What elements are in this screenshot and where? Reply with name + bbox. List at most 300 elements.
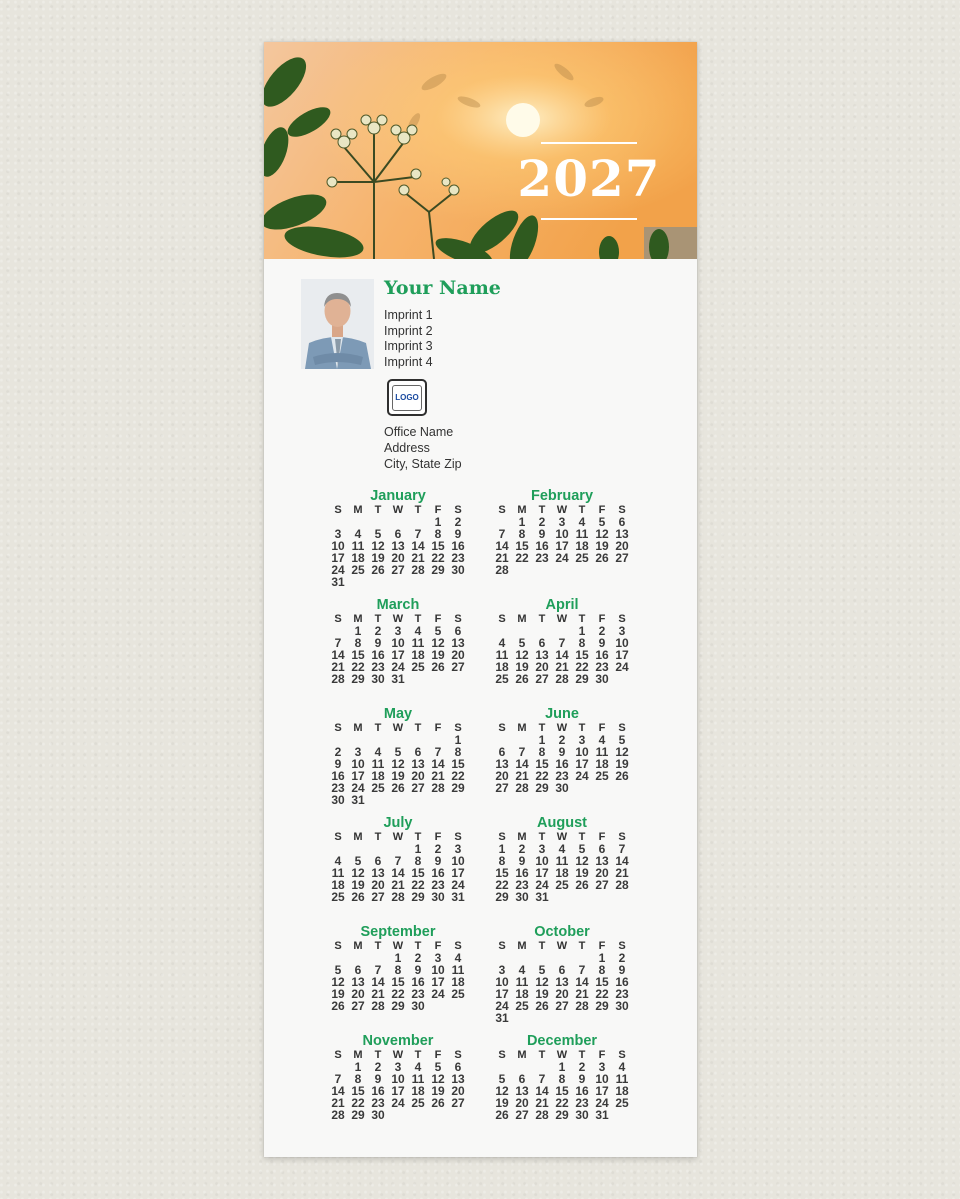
- day-cell: 25: [555, 878, 569, 892]
- day-cell: 22: [595, 987, 609, 1001]
- day-cell: 22: [495, 878, 509, 892]
- weekday-label: S: [334, 1049, 342, 1061]
- day-cell: 9: [538, 527, 546, 541]
- day-cell: 28: [411, 563, 425, 577]
- weekday-label: S: [334, 722, 342, 734]
- day-cell: 24: [575, 769, 589, 783]
- day-cell: 26: [431, 660, 445, 674]
- day-cell: 4: [454, 951, 462, 965]
- day-cell: 19: [495, 1096, 509, 1110]
- day-cell: 24: [451, 878, 465, 892]
- day-cell: 3: [598, 1060, 606, 1074]
- day-cell: 18: [595, 757, 609, 771]
- imprint-line: Imprint 4: [384, 354, 433, 369]
- day-cell: 17: [575, 757, 589, 771]
- day-cell: 1: [454, 733, 462, 747]
- day-cell: 13: [515, 1084, 529, 1098]
- day-cell: 8: [598, 963, 606, 977]
- day-cell: 23: [575, 1096, 589, 1110]
- day-cell: 26: [351, 890, 365, 904]
- day-cell: 29: [391, 999, 405, 1013]
- weekday-label: W: [392, 722, 404, 734]
- day-cell: 28: [371, 999, 385, 1013]
- calendar-card: [264, 42, 697, 1157]
- day-cell: 10: [575, 745, 589, 759]
- day-cell: 1: [538, 733, 546, 747]
- day-cell: 19: [431, 648, 445, 662]
- weekday-label: F: [598, 831, 606, 843]
- day-cell: 2: [598, 624, 606, 638]
- day-cell: 29: [351, 1108, 365, 1122]
- weekday-label: F: [598, 504, 606, 516]
- day-cell: 11: [595, 745, 609, 759]
- weekday-label: S: [618, 1049, 626, 1061]
- weekday-label: M: [517, 722, 527, 734]
- day-cell: 24: [351, 781, 365, 795]
- day-cell: 30: [371, 672, 385, 686]
- day-cell: 31: [391, 672, 405, 686]
- day-cell: 28: [331, 1108, 345, 1122]
- day-cell: 3: [558, 515, 566, 529]
- day-cell: 10: [391, 1072, 405, 1086]
- office-city-line: City, State Zip: [384, 457, 462, 471]
- day-cell: 22: [351, 660, 365, 674]
- weekday-label: F: [598, 613, 606, 625]
- day-cell: 31: [351, 793, 365, 807]
- day-cell: 28: [431, 781, 445, 795]
- day-cell: 23: [371, 1096, 385, 1110]
- day-cell: 22: [515, 551, 529, 565]
- day-cell: 29: [535, 781, 549, 795]
- day-cell: 7: [334, 636, 342, 650]
- day-cell: 27: [615, 551, 629, 565]
- month-august: [492, 815, 632, 903]
- day-cell: 21: [431, 769, 445, 783]
- day-cell: 22: [411, 878, 425, 892]
- day-cell: 30: [411, 999, 425, 1013]
- day-cell: 15: [431, 539, 445, 553]
- month-february: [492, 488, 632, 576]
- day-cell: 22: [535, 769, 549, 783]
- day-cell: 21: [495, 551, 509, 565]
- day-cell: 21: [615, 866, 629, 880]
- day-cell: 26: [575, 878, 589, 892]
- day-cell: 21: [515, 769, 529, 783]
- day-cell: 23: [515, 878, 529, 892]
- day-cell: 15: [351, 648, 365, 662]
- day-cell: 26: [431, 1096, 445, 1110]
- day-cell: 30: [615, 999, 629, 1013]
- day-cell: 31: [595, 1108, 609, 1122]
- weekday-label: T: [538, 504, 546, 516]
- day-cell: 22: [451, 769, 465, 783]
- day-cell: 19: [351, 878, 365, 892]
- day-cell: 13: [351, 975, 365, 989]
- day-cell: 14: [575, 975, 589, 989]
- weekday-label: T: [578, 613, 586, 625]
- day-cell: 12: [515, 648, 529, 662]
- day-cell: 19: [535, 987, 549, 1001]
- month-november: [328, 1033, 468, 1121]
- day-cell: 14: [411, 539, 425, 553]
- day-cell: 3: [394, 1060, 402, 1074]
- year-title: 2027: [517, 149, 661, 208]
- day-cell: 18: [411, 1084, 425, 1098]
- day-cell: 25: [371, 781, 385, 795]
- weekday-label: T: [578, 831, 586, 843]
- day-cell: 25: [411, 660, 425, 674]
- day-cell: 9: [558, 745, 566, 759]
- weekday-label: S: [618, 722, 626, 734]
- day-cell: 29: [495, 890, 509, 904]
- month-june: [492, 706, 632, 794]
- day-cell: 21: [371, 987, 385, 1001]
- weekday-label: W: [392, 504, 404, 516]
- day-cell: 19: [575, 866, 589, 880]
- day-cell: 4: [414, 624, 422, 638]
- day-cell: 27: [595, 878, 609, 892]
- day-cell: 26: [371, 563, 385, 577]
- day-cell: 14: [431, 757, 445, 771]
- day-cell: 7: [394, 854, 402, 868]
- month-april: [492, 597, 632, 685]
- day-cell: 14: [371, 975, 385, 989]
- weekday-label: F: [598, 1049, 606, 1061]
- day-grid: [328, 831, 468, 903]
- month-december: [492, 1033, 632, 1121]
- month-name: March: [376, 597, 420, 613]
- weekday-label: F: [434, 831, 442, 843]
- day-cell: 20: [451, 648, 465, 662]
- day-cell: 30: [331, 793, 345, 807]
- day-cell: 10: [351, 757, 365, 771]
- day-cell: 6: [598, 842, 606, 856]
- day-cell: 2: [374, 1060, 382, 1074]
- day-cell: 27: [411, 781, 425, 795]
- weekday-label: T: [374, 940, 382, 952]
- day-cell: 27: [391, 563, 405, 577]
- day-grid: [328, 940, 468, 1012]
- month-name: April: [545, 597, 579, 613]
- day-cell: 1: [498, 842, 506, 856]
- weekday-label: M: [517, 613, 527, 625]
- day-cell: 23: [451, 551, 465, 565]
- weekday-label: S: [618, 940, 626, 952]
- day-cell: 11: [575, 527, 589, 541]
- month-march: [328, 597, 468, 685]
- day-cell: 21: [411, 551, 425, 565]
- weekday-label: S: [454, 1049, 462, 1061]
- day-cell: 5: [354, 854, 362, 868]
- day-cell: 30: [515, 890, 529, 904]
- day-cell: 15: [575, 648, 589, 662]
- day-grid: [492, 722, 632, 794]
- month-october: [492, 924, 632, 1024]
- day-cell: 9: [374, 1072, 382, 1086]
- day-cell: 4: [374, 745, 382, 759]
- day-cell: 17: [535, 866, 549, 880]
- day-cell: 24: [391, 1096, 405, 1110]
- weekday-label: W: [556, 831, 568, 843]
- day-cell: 18: [495, 660, 509, 674]
- day-cell: 14: [391, 866, 405, 880]
- day-cell: 4: [498, 636, 506, 650]
- office-address-line: Address: [384, 441, 430, 455]
- day-cell: 18: [575, 539, 589, 553]
- day-cell: 27: [555, 999, 569, 1013]
- day-cell: 1: [414, 842, 422, 856]
- day-grid: [492, 831, 632, 903]
- day-cell: 6: [454, 624, 462, 638]
- day-cell: 12: [351, 866, 365, 880]
- weekday-label: S: [454, 940, 462, 952]
- day-cell: 11: [515, 975, 529, 989]
- office-name: Office Name: [384, 425, 454, 439]
- weekday-label: S: [454, 613, 462, 625]
- day-cell: 3: [354, 745, 362, 759]
- month-name: December: [526, 1033, 598, 1049]
- day-cell: 31: [535, 890, 549, 904]
- day-cell: 8: [434, 527, 442, 541]
- imprint-line: Imprint 1: [384, 308, 433, 322]
- day-cell: 2: [454, 515, 462, 529]
- day-cell: 7: [374, 963, 382, 977]
- day-cell: 14: [555, 648, 569, 662]
- day-cell: 7: [414, 527, 422, 541]
- day-cell: 12: [575, 854, 589, 868]
- day-cell: 19: [331, 987, 345, 1001]
- day-cell: 28: [495, 563, 509, 577]
- day-cell: 15: [535, 757, 549, 771]
- day-cell: 16: [451, 539, 465, 553]
- day-cell: 8: [354, 636, 362, 650]
- day-cell: 15: [411, 866, 425, 880]
- day-cell: 1: [558, 1060, 566, 1074]
- weekday-label: M: [517, 940, 527, 952]
- day-cell: 4: [518, 963, 526, 977]
- day-grid: [492, 504, 632, 576]
- day-cell: 12: [431, 636, 445, 650]
- day-cell: 13: [411, 757, 425, 771]
- month-name: January: [370, 488, 426, 504]
- weekday-label: S: [454, 831, 462, 843]
- day-cell: 2: [578, 1060, 586, 1074]
- day-cell: 1: [354, 624, 362, 638]
- weekday-label: S: [334, 613, 342, 625]
- day-cell: 9: [454, 527, 462, 541]
- day-cell: 30: [595, 672, 609, 686]
- weekday-label: S: [498, 831, 506, 843]
- day-cell: 19: [515, 660, 529, 674]
- day-cell: 11: [371, 757, 385, 771]
- day-cell: 13: [615, 527, 629, 541]
- day-cell: 4: [414, 1060, 422, 1074]
- month-january: [328, 488, 468, 588]
- day-cell: 8: [454, 745, 462, 759]
- day-cell: 7: [558, 636, 566, 650]
- day-cell: 14: [535, 1084, 549, 1098]
- day-cell: 20: [351, 987, 365, 1001]
- day-cell: 21: [555, 660, 569, 674]
- weekday-label: W: [556, 504, 568, 516]
- day-cell: 22: [351, 1096, 365, 1110]
- day-cell: 31: [331, 575, 345, 589]
- day-cell: 14: [331, 648, 345, 662]
- day-cell: 2: [434, 842, 442, 856]
- day-cell: 15: [515, 539, 529, 553]
- weekday-label: T: [414, 831, 422, 843]
- weekday-label: W: [556, 613, 568, 625]
- weekday-label: S: [498, 940, 506, 952]
- day-cell: 3: [498, 963, 506, 977]
- day-cell: 28: [555, 672, 569, 686]
- day-cell: 9: [334, 757, 342, 771]
- day-cell: 17: [595, 1084, 609, 1098]
- day-cell: 14: [515, 757, 529, 771]
- weekday-label: W: [556, 940, 568, 952]
- day-cell: 4: [354, 527, 362, 541]
- day-cell: 25: [515, 999, 529, 1013]
- day-cell: 21: [535, 1096, 549, 1110]
- weekday-label: W: [556, 722, 568, 734]
- day-cell: 11: [495, 648, 509, 662]
- day-cell: 6: [454, 1060, 462, 1074]
- day-cell: 24: [331, 563, 345, 577]
- day-cell: 6: [498, 745, 506, 759]
- day-cell: 1: [434, 515, 442, 529]
- month-september: [328, 924, 468, 1012]
- day-cell: 5: [374, 527, 382, 541]
- day-cell: 17: [555, 539, 569, 553]
- day-cell: 18: [331, 878, 345, 892]
- day-cell: 8: [394, 963, 402, 977]
- weekday-label: T: [414, 1049, 422, 1061]
- day-cell: 23: [331, 781, 345, 795]
- weekday-label: M: [353, 940, 363, 952]
- day-cell: 9: [434, 854, 442, 868]
- day-cell: 18: [615, 1084, 629, 1098]
- day-cell: 8: [518, 527, 526, 541]
- day-cell: 13: [535, 648, 549, 662]
- day-cell: 9: [374, 636, 382, 650]
- day-cell: 21: [391, 878, 405, 892]
- logo-label: LOGO: [392, 385, 422, 411]
- day-cell: 3: [454, 842, 462, 856]
- day-cell: 8: [578, 636, 586, 650]
- day-cell: 13: [595, 854, 609, 868]
- weekday-label: M: [517, 831, 527, 843]
- day-cell: 23: [535, 551, 549, 565]
- day-grid: [328, 1049, 468, 1121]
- day-cell: 15: [555, 1084, 569, 1098]
- day-cell: 2: [558, 733, 566, 747]
- day-cell: 6: [538, 636, 546, 650]
- weekday-label: M: [517, 504, 527, 516]
- day-cell: 29: [595, 999, 609, 1013]
- day-cell: 5: [538, 963, 546, 977]
- day-cell: 8: [498, 854, 506, 868]
- day-cell: 9: [578, 1072, 586, 1086]
- day-cell: 3: [434, 951, 442, 965]
- weekday-label: F: [434, 613, 442, 625]
- day-cell: 23: [555, 769, 569, 783]
- weekday-label: F: [434, 940, 442, 952]
- day-cell: 10: [595, 1072, 609, 1086]
- day-cell: 6: [394, 527, 402, 541]
- day-cell: 13: [495, 757, 509, 771]
- day-cell: 19: [371, 551, 385, 565]
- weekday-label: T: [374, 831, 382, 843]
- day-cell: 17: [331, 551, 345, 565]
- day-cell: 19: [431, 1084, 445, 1098]
- day-cell: 8: [414, 854, 422, 868]
- day-cell: 25: [595, 769, 609, 783]
- weekday-label: T: [578, 1049, 586, 1061]
- day-cell: 2: [518, 842, 526, 856]
- day-cell: 15: [391, 975, 405, 989]
- day-cell: 12: [391, 757, 405, 771]
- day-cell: 3: [578, 733, 586, 747]
- day-cell: 1: [518, 515, 526, 529]
- weekday-label: T: [578, 940, 586, 952]
- day-cell: 18: [351, 551, 365, 565]
- day-cell: 22: [391, 987, 405, 1001]
- weekday-label: W: [556, 1049, 568, 1061]
- day-cell: 9: [518, 854, 526, 868]
- weekday-label: T: [374, 722, 382, 734]
- day-cell: 16: [595, 648, 609, 662]
- day-cell: 23: [615, 987, 629, 1001]
- day-cell: 5: [598, 515, 606, 529]
- day-cell: 1: [578, 624, 586, 638]
- day-cell: 30: [575, 1108, 589, 1122]
- day-cell: 30: [371, 1108, 385, 1122]
- day-cell: 16: [515, 866, 529, 880]
- day-cell: 25: [451, 987, 465, 1001]
- day-cell: 11: [351, 539, 365, 553]
- day-cell: 12: [431, 1072, 445, 1086]
- day-cell: 4: [334, 854, 342, 868]
- day-cell: 17: [391, 648, 405, 662]
- day-cell: 27: [371, 890, 385, 904]
- day-cell: 5: [498, 1072, 506, 1086]
- day-cell: 7: [578, 963, 586, 977]
- day-cell: 21: [331, 1096, 345, 1110]
- month-name: August: [537, 815, 587, 831]
- day-cell: 6: [374, 854, 382, 868]
- day-cell: 21: [331, 660, 345, 674]
- day-cell: 2: [538, 515, 546, 529]
- day-cell: 10: [495, 975, 509, 989]
- day-cell: 29: [575, 672, 589, 686]
- month-july: [328, 815, 468, 903]
- day-cell: 14: [495, 539, 509, 553]
- day-grid: [328, 613, 468, 685]
- weekday-label: M: [353, 722, 363, 734]
- day-cell: 20: [411, 769, 425, 783]
- weekday-label: S: [618, 831, 626, 843]
- day-cell: 7: [334, 1072, 342, 1086]
- day-cell: 25: [495, 672, 509, 686]
- day-cell: 10: [431, 963, 445, 977]
- day-cell: 24: [391, 660, 405, 674]
- weekday-label: T: [578, 722, 586, 734]
- weekday-label: S: [498, 504, 506, 516]
- day-cell: 11: [451, 963, 465, 977]
- day-cell: 29: [351, 672, 365, 686]
- weekday-label: M: [353, 1049, 363, 1061]
- day-cell: 26: [331, 999, 345, 1013]
